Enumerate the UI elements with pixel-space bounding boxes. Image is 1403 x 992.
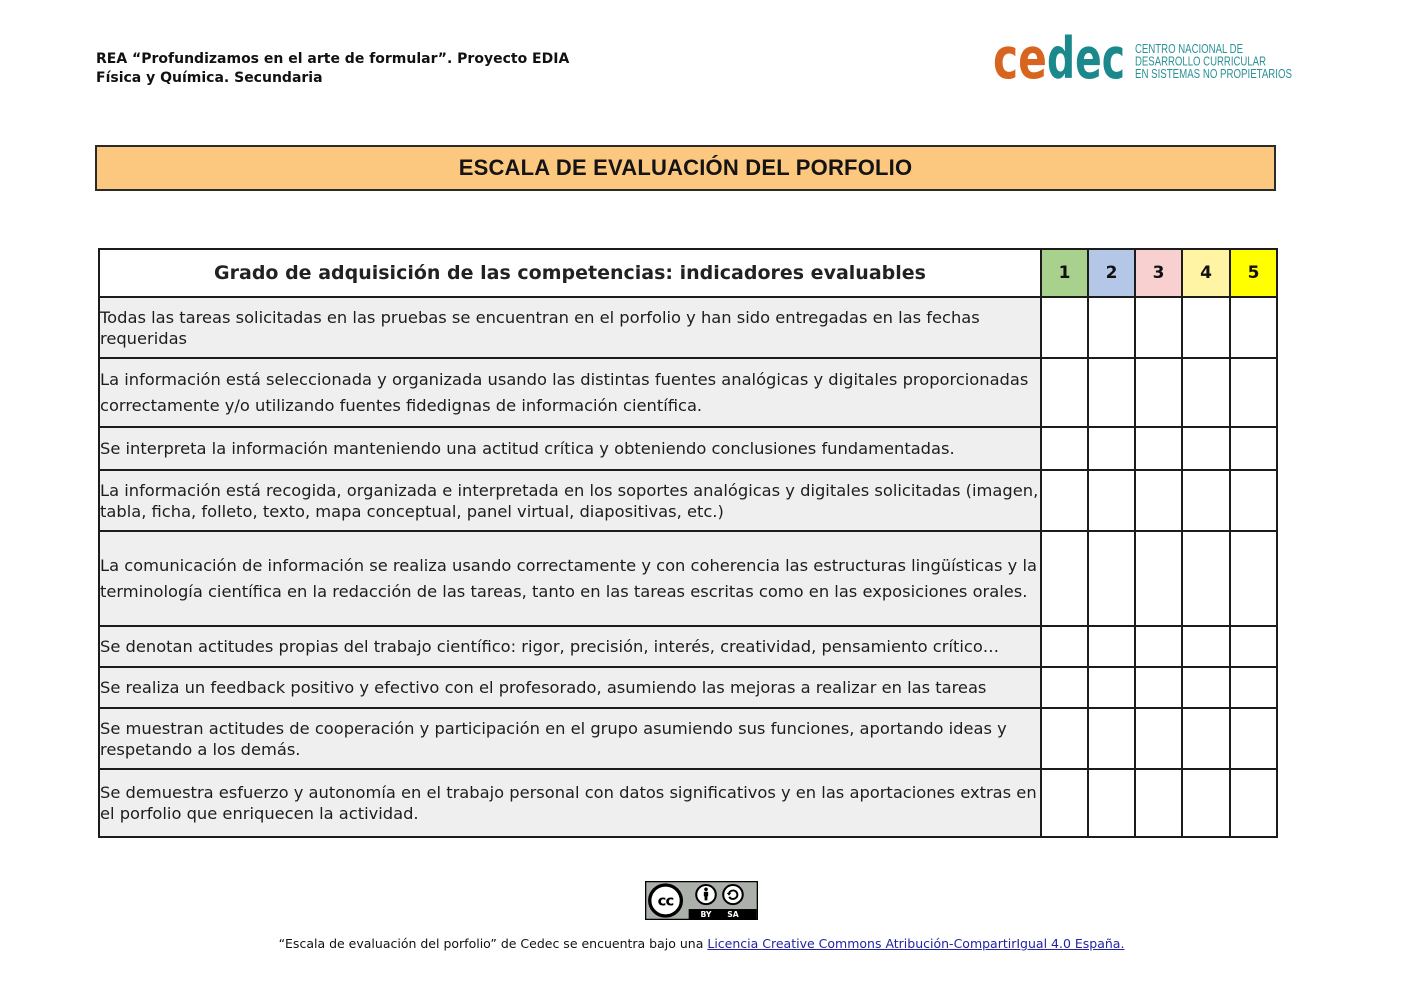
table-row [99, 358, 1277, 427]
rubric-table [98, 248, 1278, 838]
badge-label-sa: SA [727, 910, 739, 920]
table-row [99, 626, 1277, 667]
license-statement-text: “Escala de evaluación del porfolio” de Cedec se encuentra bajo una [278, 936, 704, 951]
criterion-text: La información está recogida, organizada e interpretada en los soportes analógicas y digitales solicitadas (imagen, tabla, ficha, folleto, texto, mapa conceptual, panel virtual, diapositivas, etc.) [99, 470, 1041, 531]
score-cell [1135, 358, 1182, 427]
logo-wordmark-ce: ce [993, 26, 1047, 92]
score-cell [1088, 470, 1135, 531]
score-cell [1135, 427, 1182, 470]
table-row [99, 769, 1277, 837]
criterion-text: La información está seleccionada y organizada usando las distintas fuentes analógicas y digitales proporcionadas correctamente y/o utilizando fuentes fidedignas de información científica. [99, 358, 1041, 427]
score-cell [1230, 769, 1277, 837]
criterion-text: Todas las tareas solicitadas en las pruebas se encuentran en el porfolio y han sido entregadas en las fechas requeridas [99, 297, 1041, 358]
score-cell [1041, 531, 1088, 626]
table-row [99, 297, 1277, 358]
badge-label-band [689, 909, 757, 919]
score-cell [1182, 297, 1230, 358]
logo-tagline-line-2: DESARROLLO CURRICULAR [1135, 54, 1266, 69]
attribution-person-icon [696, 885, 716, 904]
score-cell [1230, 427, 1277, 470]
score-cell [1041, 626, 1088, 667]
table-header-row [99, 249, 1277, 297]
criteria-column-header: Grado de adquisición de las competencias: indicadores evaluables [99, 249, 1041, 297]
score-cell [1135, 297, 1182, 358]
score-cell [1135, 531, 1182, 626]
score-cell [1041, 297, 1088, 358]
logo-tagline-line-1: CENTRO NACIONAL DE [1135, 42, 1243, 56]
share-alike-icon [723, 885, 743, 904]
score-cell [1041, 427, 1088, 470]
table-row [99, 667, 1277, 708]
table-row [99, 427, 1277, 470]
cedec-logo [985, 26, 1300, 92]
scale-level-2-header: 2 [1088, 249, 1135, 297]
score-cell [1088, 708, 1135, 769]
criterion-text: Se interpreta la información manteniendo una actitud crítica y obteniendo conclusiones fundamentadas. [99, 427, 1041, 470]
scale-level-5-header: 5 [1230, 249, 1277, 297]
document-header-line-2: Física y Química. Secundaria [96, 70, 323, 86]
score-cell [1088, 531, 1135, 626]
table-row [99, 470, 1277, 531]
table-row [99, 531, 1277, 626]
criterion-text: Se realiza un feedback positivo y efectivo con el profesorado, asumiendo las mejoras a realizar en las tareas [99, 667, 1041, 708]
document-header-line-1: REA “Profundizamos en el arte de formular”. Proyecto EDIA [96, 51, 570, 67]
score-cell [1041, 358, 1088, 427]
score-cell [1088, 769, 1135, 837]
score-cell [1182, 769, 1230, 837]
cc-icon [650, 885, 682, 916]
criterion-text: Se demuestra esfuerzo y autonomía en el trabajo personal con datos significativos y en las aportaciones extras en el porfolio que enriquecen la actividad. [99, 769, 1041, 837]
score-cell [1230, 708, 1277, 769]
score-cell [1230, 531, 1277, 626]
score-cell [1135, 626, 1182, 667]
criterion-text: Se denotan actitudes propias del trabajo científico: rigor, precisión, interés, creatividad, pensamiento crítico… [99, 626, 1041, 667]
cc-icon-label: cc [657, 892, 674, 910]
criterion-text: La comunicación de información se realiza usando correctamente y con coherencia las estructuras lingüísticas y la terminología científica en la redacción de las tareas, tanto en las tareas escritas como en las exposiciones orales. [99, 531, 1041, 626]
score-cell [1088, 297, 1135, 358]
page-title: ESCALA DE EVALUACIÓN DEL PORFOLIO [458, 155, 913, 180]
score-cell [1182, 531, 1230, 626]
score-cell [1041, 470, 1088, 531]
score-cell [1230, 470, 1277, 531]
license-statement [0, 936, 1403, 952]
title-banner [95, 145, 1276, 191]
document-header [96, 50, 569, 88]
score-cell [1230, 667, 1277, 708]
score-cell [1135, 667, 1182, 708]
score-cell [1182, 626, 1230, 667]
logo-wordmark-dec: dec [1047, 26, 1125, 92]
score-cell [1182, 427, 1230, 470]
score-cell [1088, 667, 1135, 708]
score-cell [1041, 667, 1088, 708]
score-cell [1135, 470, 1182, 531]
scale-level-1-header: 1 [1041, 249, 1088, 297]
score-cell [1088, 427, 1135, 470]
logo-tagline-line-3: EN SISTEMAS NO PROPIETARIOS [1135, 67, 1292, 81]
score-cell [1135, 708, 1182, 769]
score-cell [1182, 358, 1230, 427]
score-cell [1088, 358, 1135, 427]
scale-level-4-header: 4 [1182, 249, 1230, 297]
score-cell [1182, 708, 1230, 769]
score-cell [1041, 708, 1088, 769]
score-cell [1135, 769, 1182, 837]
score-cell [1041, 769, 1088, 837]
scale-level-3-header: 3 [1135, 249, 1182, 297]
cc-by-sa-badge [645, 881, 758, 920]
table-row [99, 708, 1277, 769]
score-cell [1230, 626, 1277, 667]
score-cell [1230, 358, 1277, 427]
score-cell [1182, 667, 1230, 708]
score-cell [1088, 626, 1135, 667]
license-link[interactable]: Licencia Creative Commons Atribución-CompartirIgual 4.0 España. [707, 936, 1125, 951]
score-cell [1182, 470, 1230, 531]
score-cell [1230, 297, 1277, 358]
badge-label-by: BY [700, 910, 712, 920]
criterion-text: Se muestran actitudes de cooperación y participación en el grupo asumiendo sus funciones, aportando ideas y respetando a los demás. [99, 708, 1041, 769]
